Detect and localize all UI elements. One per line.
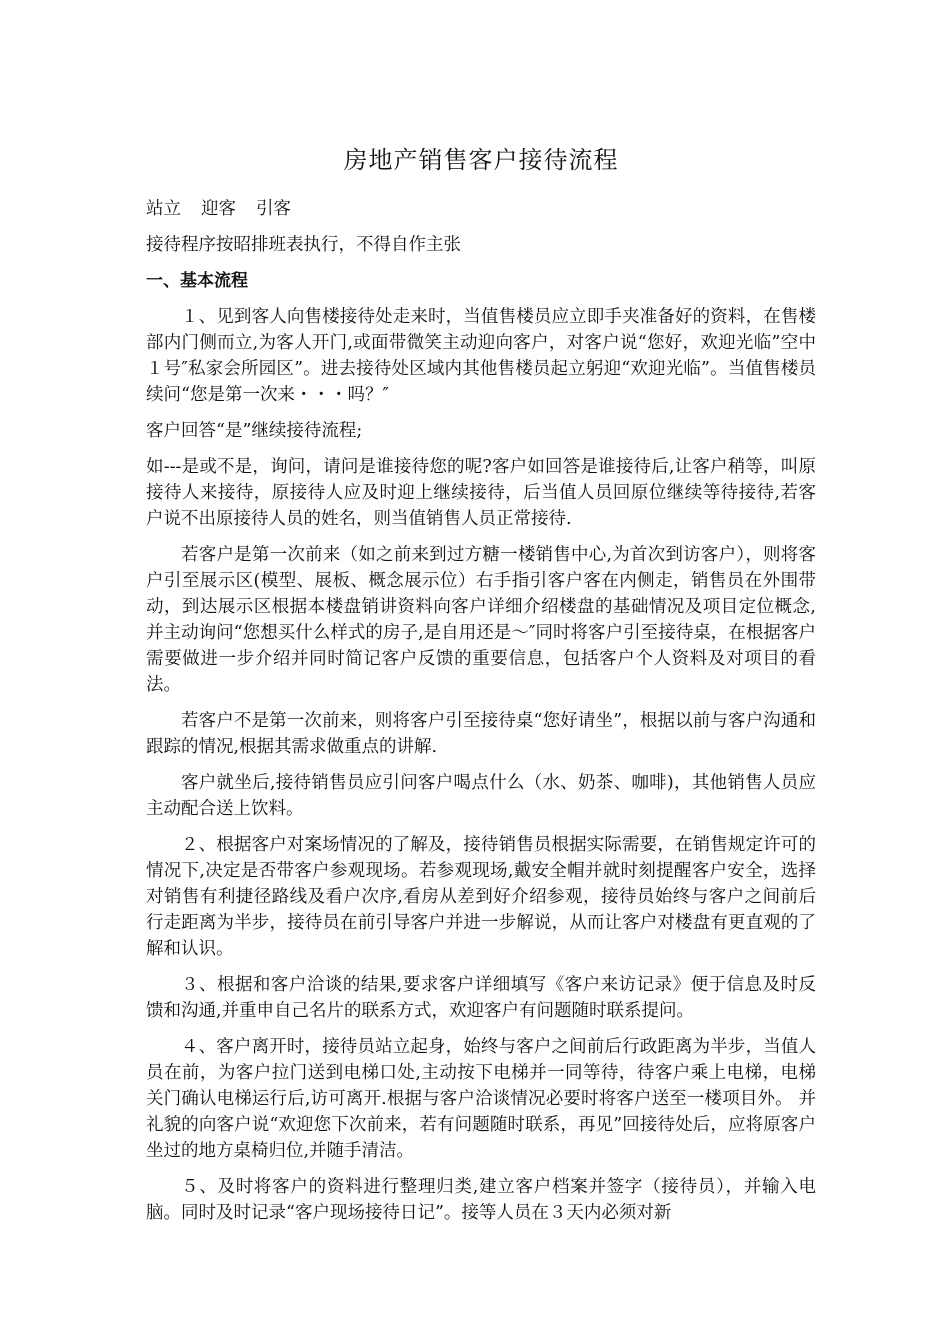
section-heading: 一、基本流程 [146, 271, 248, 291]
keyword-greet: 迎客 [201, 199, 236, 219]
paragraph-repeat-visit: 若客户不是第一次前来，则将客户引至接待桌“您好请坐”，根据以前与客户沟通和跟踪的情况,根据其需求做重点的讲解. [146, 711, 816, 757]
paragraph-step-5: ５、及时将客户的资料进行整理归类,建立客户档案并签字（接待员），并输入电脑。同时及时记录“客户现场接待日记”。接等人员在３天内必须对新 [146, 1177, 816, 1223]
paragraph-step-2: ２、根据客户对案场情况的了解及，接待销售员根据实际需要，在销售规定许可的情况下,决定是否带客户参观现场。若参观现场,戴安全帽并就时刻提醒客户安全，选择对销售有利捷径路线及看户次序,看房从差到好介绍参观，接待员始终与客户之间前后行走距离为半步，接待员在前引导客户并进一步解说，从而让客户对楼盘有更直观的了解和认识。 [146, 835, 816, 959]
paragraph-seating: 客户就坐后,接待销售员应引问客户喝点什么（水、奶茶、咖啡)，其他销售人员应主动配合送上饮料。 [146, 773, 816, 819]
paragraph-step-3: ３、根据和客户洽谈的结果,要求客户详细填写《客户来访记录》便于信息及时反馈和沟通,并重申自己名片的联系方式，欢迎客户有问题随时联系提问。 [146, 975, 816, 1021]
paragraph-step-4: ４、客户离开时，接待员站立起身，始终与客户之间前后行政距离为半步，当值人员在前，为客户拉门送到电梯口处,主动按下电梯并一同等待，待客户乘上电梯，电梯关门确认电梯运行后,访可离开.根据与客户洽谈情况必要时将客户送至一楼项目外。 并礼貌的向客户说“欢迎您下次前来，若有问题随时联系，再见”回接待处后，应将原客户坐过的地方桌椅归位,并随手清洁。 [146, 1037, 816, 1161]
intro-rule: 接待程序按昭排班表执行，不得自作主张 [146, 235, 461, 255]
document-title: 房地产销售客户接待流程 [343, 146, 619, 174]
keyword-guide: 引客 [256, 199, 291, 219]
paragraph-returning-check: 如---是或不是，询问，请问是谁接待您的呢?客户如回答是谁接待后,让客户稍等，叫原接待人来接待，原接待人应及时迎上继续接待，后当值人员回原位继续等待接待,若客户说不出原接待人员的姓名，则当值销售人员正常接待. [146, 457, 816, 529]
document-body [146, 142, 816, 1236]
paragraph-customer-answer: 客户回答“是”继续接待流程; [146, 421, 363, 441]
paragraph-step-1: １、见到客人向售楼接待处走来时，当值售楼员应立即手夹准备好的资料，在售楼部内门侧而立,为客人开门,或面带微笑主动迎向客户，对客户说“您好，欢迎光临”空中１号″私家会所园区”。进去接待处区域内其他售楼员起立躬迎“欢迎光临”。当值售楼员续问“您是第一次来・・・吗？″ [146, 307, 816, 405]
keyword-stand: 站立 [146, 199, 181, 219]
intro-keywords [146, 196, 816, 222]
paragraph-first-visit: 若客户是第一次前来（如之前来到过方糖一楼销售中心,为首次到访客户），则将客户引至展示区(模型、展板、概念展示位）右手指引客户客在内侧走，销售员在外围带动，到达展示区根据本楼盘销讲资料向客户详细介绍楼盘的基础情况及项目定位概念,并主动询问“您想买什么样式的房子,是自用还是～″同时将客户引至接待桌，在根据客户需要做进一步介绍并同时简记客户反馈的重要信息，包括客户个人资料及对项目的看法。 [146, 545, 816, 695]
